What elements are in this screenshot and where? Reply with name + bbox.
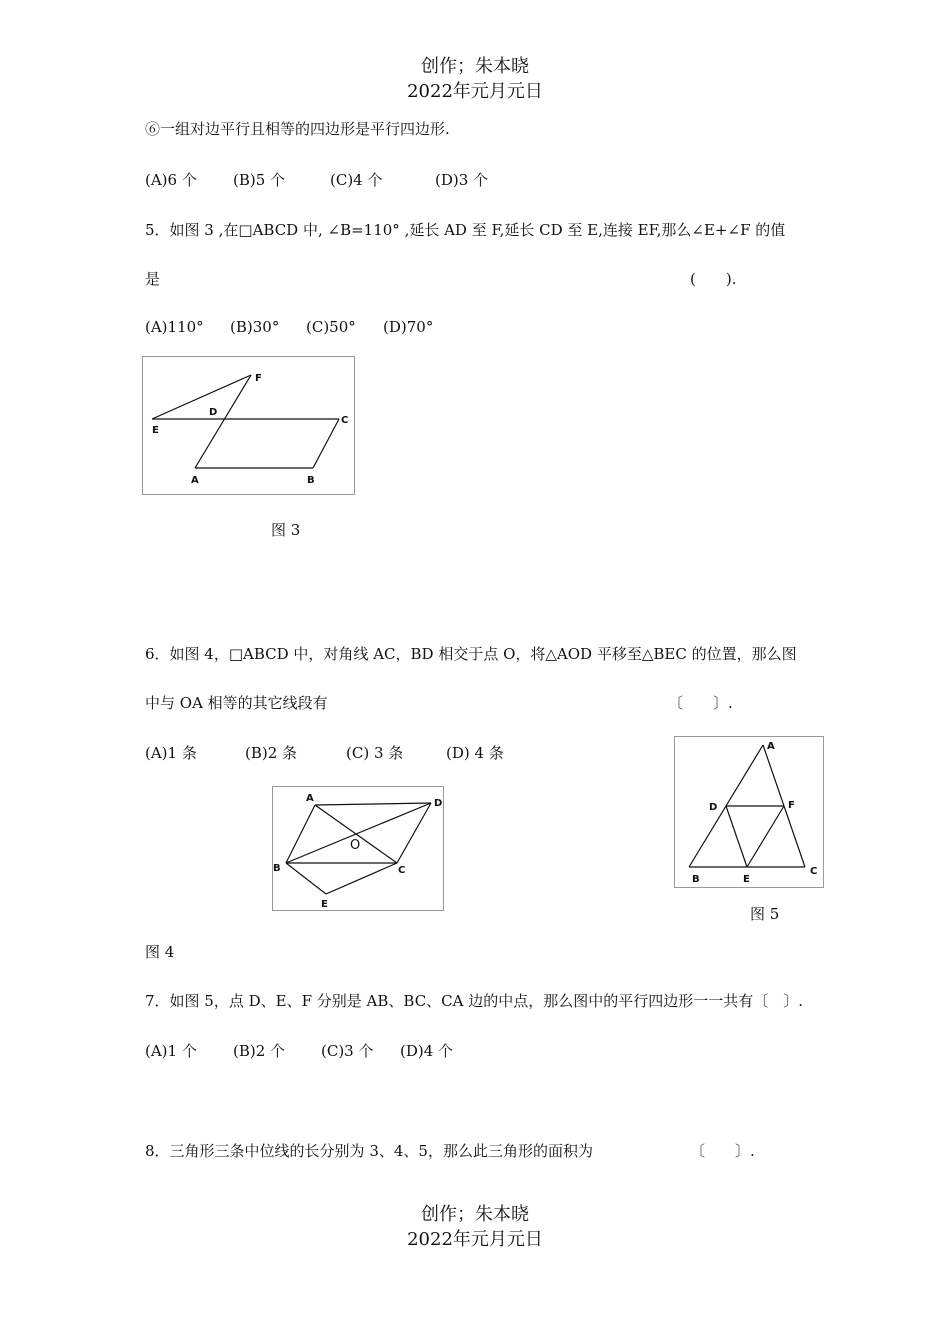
q7-option-a: (A)1 个 <box>145 1042 197 1060</box>
fig3-label-d: D <box>209 407 218 418</box>
question-7-line: 7．如图 5，点 D、E、F 分别是 AB、BC、CA 边的中点，那么图中的平行四边形一一共有〔 〕. <box>145 992 804 1010</box>
footer-date: 2022年元月元日 <box>407 1229 543 1250</box>
fig5-label-e: E <box>743 874 750 885</box>
fig4-label-e: E <box>321 899 328 910</box>
fig5-label-d: D <box>709 802 718 813</box>
fig3-label-f: F <box>255 373 262 384</box>
fig4-line-be <box>286 863 326 894</box>
question-8-line: 8．三角形三条中位线的长分别为 3、4、5，那么此三角形的面积为 <box>145 1142 593 1160</box>
fig4-label-c: C <box>398 865 406 876</box>
fig3-line-af <box>195 375 251 468</box>
fig3-label-e: E <box>152 425 159 436</box>
q6-option-b: (B)2 条 <box>245 744 298 762</box>
statement-item-6: ⑥一组对边平行且相等的四边形是平行四边形. <box>145 120 450 138</box>
fig4-label-a: A <box>306 793 314 804</box>
header-author: 创作；朱本晓 <box>421 56 529 77</box>
q6-option-a: (A)1 条 <box>145 744 197 762</box>
figure-4 <box>272 786 444 911</box>
footer-author: 创作；朱本晓 <box>421 1204 529 1225</box>
q4-option-a: (A)6 个 <box>145 171 197 189</box>
q5-option-d: (D)70° <box>383 318 434 336</box>
q6-option-d: (D) 4 条 <box>446 744 504 762</box>
fig3-label-b: B <box>307 475 315 486</box>
figure-3 <box>142 356 355 495</box>
fig3-line-bc <box>313 419 339 468</box>
q4-option-c: (C)4 个 <box>330 171 383 189</box>
fig4-line-ec <box>326 863 397 894</box>
q6-option-c: (C) 3 条 <box>346 744 404 762</box>
figure-3-caption: 图 3 <box>271 521 301 539</box>
fig5-line-de <box>726 806 747 867</box>
q7-option-b: (B)2 个 <box>233 1042 286 1060</box>
question-5-line2: 是 <box>145 270 161 288</box>
figure-3-diagram <box>143 357 354 494</box>
fig4-line-dc <box>397 803 431 863</box>
fig4-label-o: O <box>350 838 361 853</box>
figure-5-caption: 图 5 <box>750 905 780 923</box>
question-5-line1: 5．如图 3 ,在□ABCD 中, ∠B=110° ,延长 AD 至 F,延长 CD 至 E,连接 EF,那么∠E+∠F 的值 <box>145 221 786 239</box>
fig3-label-a: A <box>191 475 199 486</box>
q5-option-c: (C)50° <box>306 318 356 336</box>
fig4-line-ba <box>286 805 315 863</box>
question-6-blank: 〔 〕. <box>668 694 733 712</box>
fig4-line-ad <box>315 803 431 805</box>
fig5-label-b: B <box>692 874 700 885</box>
fig5-label-f: F <box>788 800 795 811</box>
question-5-blank: ( ). <box>690 270 737 288</box>
q7-option-d: (D)4 个 <box>400 1042 454 1060</box>
fig3-line-ef <box>152 375 251 419</box>
figure-4-diagram <box>273 787 443 910</box>
fig5-label-c: C <box>810 866 818 877</box>
q4-option-d: (D)3 个 <box>435 171 489 189</box>
question-6-line1: 6．如图 4，□ABCD 中，对角线 AC，BD 相交于点 O，将△AOD 平移至△BEC 的位置，那么图 <box>145 645 797 663</box>
figure-5 <box>674 736 824 888</box>
q7-option-c: (C)3 个 <box>321 1042 374 1060</box>
fig5-line-fe <box>747 806 784 867</box>
figure-4-caption: 图 4 <box>145 943 175 961</box>
fig4-label-b: B <box>273 863 281 874</box>
fig4-line-bd <box>286 803 431 863</box>
question-6-line2: 中与 OA 相等的其它线段有 <box>145 694 328 712</box>
q5-option-b: (B)30° <box>230 318 280 336</box>
fig5-label-a: A <box>767 741 775 752</box>
fig4-label-d: D <box>434 798 443 809</box>
fig3-label-c: C <box>341 415 349 426</box>
q4-option-b: (B)5 个 <box>233 171 286 189</box>
figure-5-diagram <box>675 737 823 887</box>
q5-option-a: (A)110° <box>145 318 204 336</box>
question-8-blank: 〔 〕. <box>690 1142 755 1160</box>
header-date: 2022年元月元日 <box>407 81 543 102</box>
